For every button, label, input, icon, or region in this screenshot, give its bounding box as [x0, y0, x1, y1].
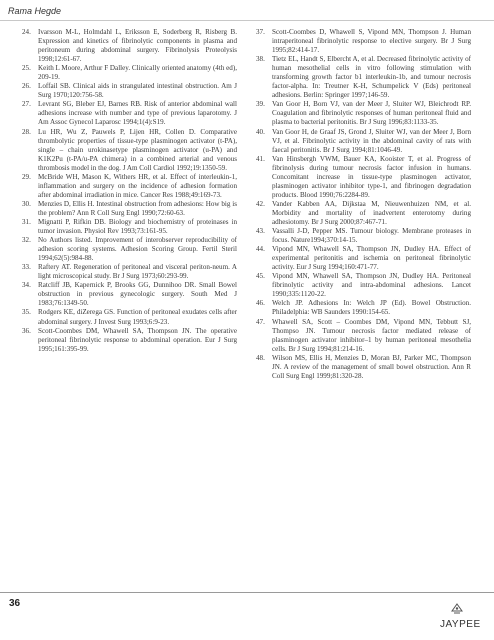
reference-item: [22, 308, 237, 326]
reference-item: [256, 318, 471, 354]
reference-item: [256, 100, 471, 127]
reference-number: 37.: [256, 28, 265, 36]
reference-number: 27.: [22, 100, 31, 109]
reference-text: Levrant SG, Bleber EJ, Barnes RB. Risk of anterior abdominal wall adhesions increase with number and type of previous laparotomy. J Am Assoc Gynecol Laparosc 1994;1(4):S19.: [38, 100, 237, 127]
reference-number: 35.: [22, 308, 31, 317]
reference-text: Tietz EL, Handt S, Elbercht A, et al. Decreased fibrinolytic activity of human mesothelial cells in vitro following stimulation with transforming growth factor b1 interleukin-1b, and tumour necrosis factor-alpha. In: Treutner K-H, Schumpelick V (Eds) peritoneal adhesions. Berlin: Springer 1997;146-59.: [272, 55, 471, 100]
reference-text: Welch JP. Adhesions In: Welch JP (Ed). Bowel Obstruction. Philadelphia: WB Saunders 1990:154-65.: [272, 299, 471, 317]
publisher-logo-text: JAYPEE: [440, 619, 481, 630]
reference-item: [22, 200, 237, 218]
reference-text: Vipond MN, Whawell SA, Thompson JN, Dudley HA. Peritoneal fibrinolytic activity and intra-abdominal adhesions. Lancet 1990;335:1120-22.: [272, 272, 471, 299]
reference-item: [22, 64, 237, 82]
reference-number: 42.: [256, 199, 265, 208]
reference-item: [256, 200, 471, 227]
reference-number: 38.: [256, 55, 265, 64]
reference-number: 26.: [22, 82, 31, 91]
publisher-logo: [428, 603, 486, 635]
reference-item: [256, 272, 471, 299]
reference-number: 39.: [256, 100, 265, 109]
publisher-mark-icon: [450, 603, 464, 617]
reference-text: Ivarsson M-L, Holmdahl L, Eriksson E, Soderberg R, Risberg B. Expression and kinetics of fibrinolytic components in plasma and peritoneum during abdominal surgery. Fibrinolysis Proteolysis 1998;12:61-67.: [38, 28, 237, 64]
references-left-column: [22, 28, 237, 354]
reference-text: Lu HR, Wu Z, Pauwels P, Lijen HR, Collen D. Comparative thrombolytic properties of tissue-type plasminogen activator (t-PA), single – chain urokinasetype plasminogen activator (u-PA) and K1K2Pu (t-PA/u-PA chimera) in a combined arterial and venous thrombosis model in the dog. J Am Coll Cardiol 1992;19:1350-59.: [38, 127, 237, 172]
reference-text: Van Goor H, de Graaf JS, Grond J, Sluiter WJ, van der Meer J, Born VJ, et al. Fibrinolytic activity in the abdominal cavity of rats with faecal peritonitis. Br J Surg 1994;81:1046-49.: [272, 127, 471, 154]
reference-number: 48.: [256, 353, 265, 362]
reference-number: 24.: [22, 28, 31, 36]
reference-number: 25.: [22, 64, 31, 73]
reference-number: 34.: [22, 281, 31, 290]
reference-number: 30.: [22, 199, 31, 208]
reference-number: 31.: [22, 217, 31, 226]
reference-number: 47.: [256, 317, 265, 326]
reference-text: Keith L Moore, Arthur F Dalley. Clinically oriented anatomy (4th ed), 209-19.: [38, 64, 237, 82]
header-divider: [0, 20, 494, 21]
reference-text: Menzies D, Ellis H. Intestinal obstruction from adhesions: How big is the problem? Ann R Coll Surg Engl 1990;72:60-63.: [38, 199, 237, 217]
reference-item: [22, 263, 237, 281]
page-number: 36: [9, 598, 21, 609]
reference-text: Wilson MS, Ellis H, Menzies D, Moran BJ, Parker MC, Thompson JN. A review of the management of small bowel obstruction. Ann R Coll Surg Engl 1999;81:320-28.: [272, 353, 471, 380]
reference-text: Vipond MN, Whawell SA, Thompson JN, Dudley HA. Effect of experimental peritonitis and ischemia on peritoneal fibrinolytic activity. Eur J Surg 1994;160:471-77.: [272, 245, 471, 272]
reference-number: 46.: [256, 299, 265, 308]
reference-text: Van Hinsbergh VWM, Bauer KA, Kooister T, et al. Progress of fibrinolysis during tumour necrosis factor infusion in humans. Concomitant increase in tissue-type plasminogen activator, plasminogen activator inhibitor type-1, and fibrinogen degradation products. Blood 1990;76:2284-89.: [272, 154, 471, 199]
reference-text: Vassalli J-D, Pepper MS. Tumour biology. Membrane proteases in focus. Nature1994;370:14-15.: [272, 227, 471, 245]
reference-number: 43.: [256, 227, 265, 236]
reference-number: 44.: [256, 245, 265, 254]
reference-text: Rodgers KE, diZerega GS. Function of peritoneal exudates cells after abdominal surgery. J Invest Surg 1993;6:9-23.: [38, 308, 237, 326]
reference-number: 41.: [256, 154, 265, 163]
reference-text: Scott-Coombes DM, Whawell SA, Thompson JN. The operative peritoneal fibrinolytic response to abdominal operation. Eur J Surg 1995;161:395-99.: [38, 326, 237, 353]
reference-item: [256, 227, 471, 245]
reference-text: Raftery AT. Regeneration of peritoneal and visceral periton-neum. A light microscopical study. Br J Surg 1973;60:293-99.: [38, 263, 237, 281]
reference-item: [256, 128, 471, 155]
reference-item: [22, 236, 237, 263]
reference-number: 36.: [22, 326, 31, 335]
reference-item: [22, 327, 237, 354]
reference-number: 45.: [256, 272, 265, 281]
reference-text: Loffail SB. Clinical aids in strangulated intestinal obstruction. Am J Surg 1970;120:756-58.: [38, 82, 237, 100]
references-right-column: [256, 28, 471, 381]
reference-item: [22, 100, 237, 127]
reference-item: [256, 354, 471, 381]
reference-text: Scott-Coombes D, Whawell S, Vipond MN, Thompson J. Human intraperitoneal fibrinolytic response to elective surgery. Br J Surg 1995;82:414-17.: [272, 28, 471, 55]
reference-item: [22, 28, 237, 64]
reference-number: 32.: [22, 236, 31, 245]
reference-item: [22, 173, 237, 200]
footer-divider: [0, 592, 494, 593]
reference-number: 33.: [22, 263, 31, 272]
reference-item: [22, 218, 237, 236]
reference-item: [256, 28, 471, 55]
reference-item: [22, 281, 237, 308]
reference-item: [256, 299, 471, 317]
reference-text: Van Goor H, Born VJ, van der Meer J, Sluiter WJ, Bleichrodt RP. Coagulation and fibrinolytic responses of human peritoneal fluid and plasma to bacterial peritonitis. Br J Surg 1996;83:1133-35.: [272, 100, 471, 127]
reference-item: [256, 245, 471, 272]
reference-item: [22, 128, 237, 173]
reference-text: Whawell SA, Scott – Coombes DM, Vipond MN, Tebbutt SJ, Thompso JN. Tumour necrosis factor mediated release of plasminogen activator inhibitor–1 by human peritoneal mesothelia cells. Br J Surg 1994;81:214-16.: [272, 317, 471, 353]
reference-text: McBride WH, Mason K, Withers HR, et al. Effect of interleukin-1, inflammation and surgery on the incidence of adhesion formation after abdominal irradiation in mice. Cancer Res 1988;49:169-73.: [38, 172, 237, 199]
reference-text: No Authors listed. Improvement of interobserver reproducibility of adhesion scoring systems. Adhesion Scoring Group. Fertil Steril 1994;62(5):984-88.: [38, 236, 237, 263]
reference-text: Vander Kabben AA, Dijkstaa M, Nieuwenhuizen NM, et al. Morbidity and mortality of inadvertent enterotomy during adhesiotomy. Br J Surg 2000;87:467-71.: [272, 199, 471, 226]
reference-item: [256, 55, 471, 100]
reference-number: 40.: [256, 127, 265, 136]
reference-number: 28.: [22, 127, 31, 136]
reference-item: [256, 155, 471, 200]
running-header-author: Rama Hegde: [8, 6, 62, 16]
reference-text: Ratcliff JB, Kapernick P, Brooks GG, Dunnihoo DR. Small Bowel obstruction in previous gynecologic surgery. South Med J 1983;76:1349-50.: [38, 281, 237, 308]
reference-text: Mignatti P, Rifkin DB. Biology and biochemistry of proteinases in tumor invasion. Physiol Rev 1993;73:161-95.: [38, 217, 237, 236]
reference-item: [22, 82, 237, 100]
reference-number: 29.: [22, 172, 31, 181]
